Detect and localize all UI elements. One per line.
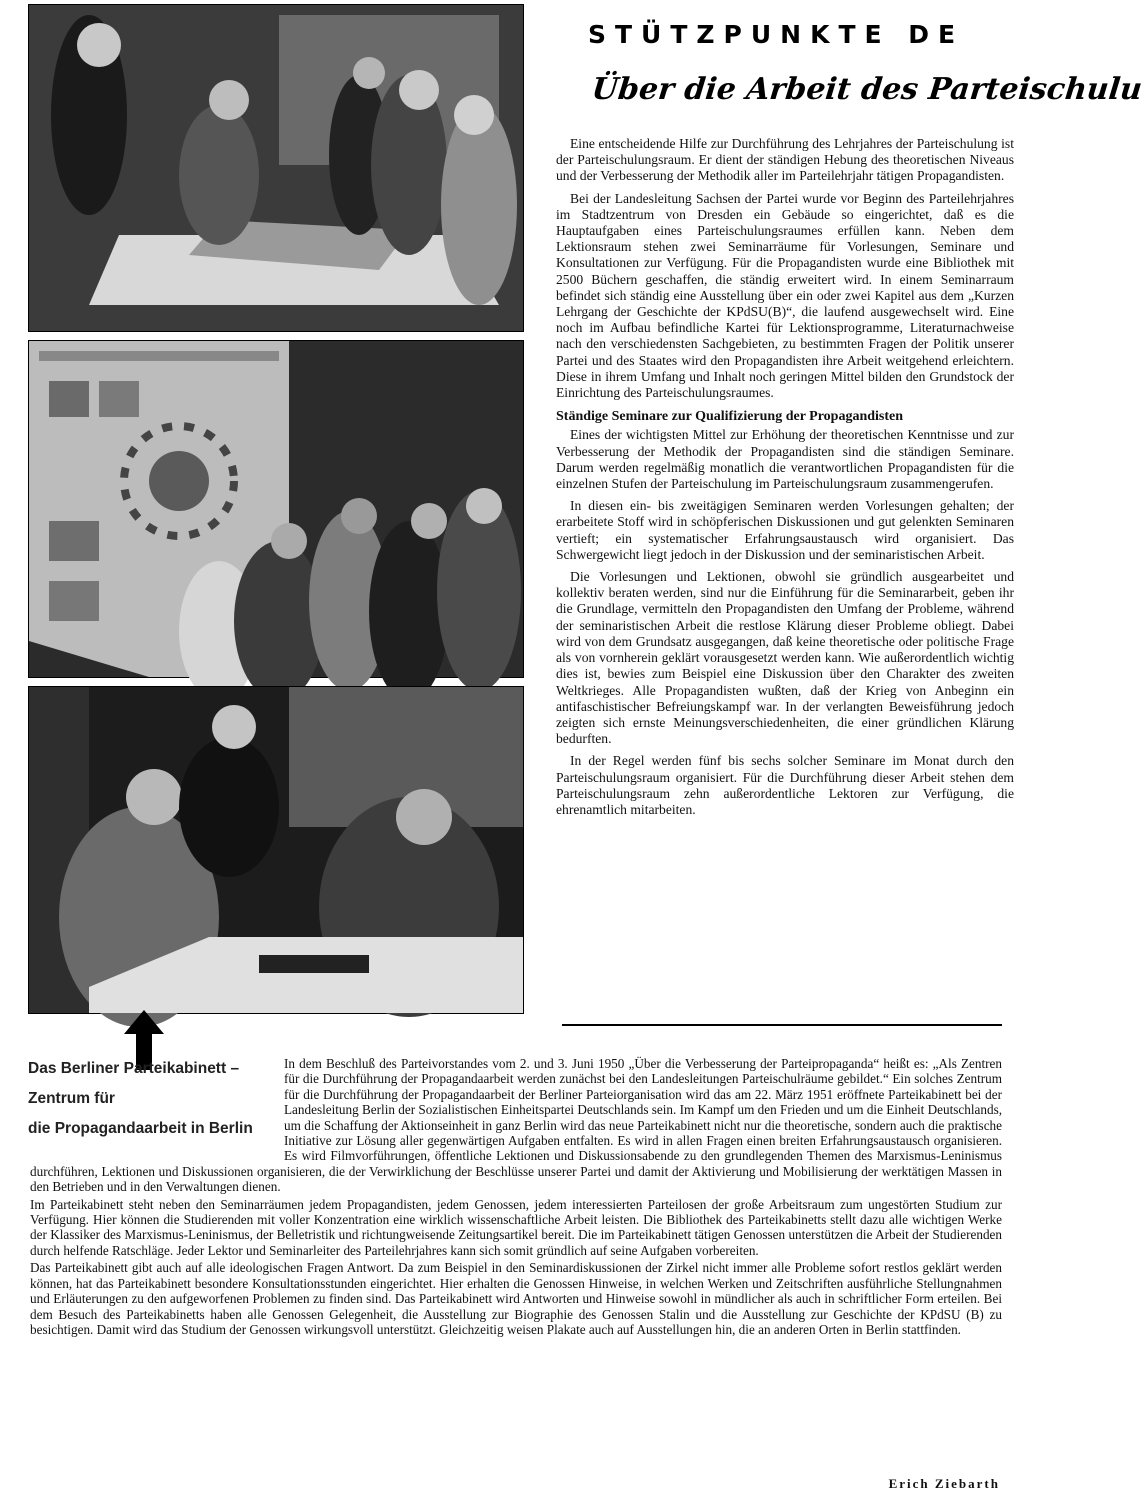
caption-spacer [30,1056,284,1162]
article-paragraph: In diesen ein- bis zweitägigen Seminaren werden Vorlesungen gehalten; der erarbeitete Stoff wird in schöpferischen Diskussionen und gut gelenkten Seminaren vertieft; ein systematischer Erfahrungsaustausch wird organisiert. Das Schwergewicht liegt jedoch in der Diskussion und der seminaristischen Arbeit. [556,498,1014,562]
bottom-paragraph: Im Parteikabinett steht neben den Seminarräumen jedem Propagandisten, jedem Genossen, jedem interessierten Parteilosen der große Arbeitsraum zum ungestörten Studium zur Verfügung. Hier können die Studierenden mit voller Konzentration eine wirklich wissenschaftliche Arbeit leisten. Die Bibliothek des Parteikabinetts stellt dazu alle wichtigen Werke der Klassiker des Marxismus-Leninismus, der Belletristik und richtungweisende Zeitungsartikel bereit. Die im Parteikabinett tätigen Genossen unterstützen die Arbeit der Studierenden durch helfende Ratschläge. Jeder Lektor und Seminarleiter des Parteilehrjahres kann sich somit gründlich auf seine Aufgaben vorbereiten. [30,1196,1002,1258]
divider-rule [562,1024,1002,1026]
photo-desk-signing [28,686,524,1014]
article-paragraph: Bei der Landesleitung Sachsen der Partei wurde vor Beginn des Parteilehrjahres im Stadtzentrum von Dresden ein Gebäude so eingerichtet, daß es die Hauptaufgaben eines Parteischulungsraumes erfüllen kann. Neben dem Lektionsraum stehen zwei Seminarräume für Vorlesungen, Seminare und Konsultationen zur Verfügung. Für die Propagandisten wurde eine Bibliothek mit 2500 Büchern geschaffen, die ständig erweitert wird. In einem Seminarraum befindet sich ständig eine Ausstellung über ein oder zwei Kapitel aus dem „Kurzen Lehrgang der Geschichte der KPdSU(B)“, die laufend ausgewechselt wird. Eine noch im Aufbau befindliche Kartei für Lektionsprogramme, Literaturnachweise nach den verschiedensten Sachgebieten, zu bestimmten Fragen der Politik unserer Partei und des Staates wird den Propagandisten ihre Arbeit weitgehend erleichtern. Diese in ihrem Umfang und Inhalt noch geringen Mittel bilden den Grundstock der Einrichtung des Parteischulungsraumes. [556,190,1014,401]
section-heading: Ständige Seminare zur Qualifizierung der Propagandisten [556,409,904,425]
author-signature: Erich Ziebarth [888,1476,1000,1491]
bottom-paragraph: Das Parteikabinett gibt auch auf alle ideologischen Fragen Antwort. Da zum Beispiel in den Seminardiskussionen der Zirkel nicht immer alle Probleme sofort restlos geklärt werden können, hat das Parteikabinett besondere Konsultationsstunden eingerichtet. Hier erhalten die Genossen Hinweise, in welchen Werken und Zeitschriften ausführliche Stellungnahmen und Erläuterungen zu den aufgeworfenen Problemen zu finden sind. Das Parteikabinett wird Antworten und Hinweise sowohl in mündlicher als auch in schriftlicher Form erteilen. Bei dem Besuch des Parteikabinetts haben alle Genossen Gelegenheit, die Ausstellung zur Biographie des Genossen Stalin und die Ausstellung zur Geschichte der KPdSU (B) zu besichtigen. Damit wird das Studium der Genossen wirkungsvoll unterstützt. Gleichzeitig weisen Plakate auch auf Ausstellungen hin, die an anderen Orten in Berlin stattfinden. [30,1260,1002,1337]
article-paragraph: Die Vorlesungen und Lektionen, obwohl sie gründlich ausgearbeitet und kollektiv beraten werden, sind nur die Einführung für die Seminararbeit, geben ihr die Grundlage, vermitteln den Propagandisten den Umfang der Probleme, während der seminaristischen Arbeit die restlose Klärung dieser Probleme obliegt. Dabei wird von dem Grundsatz ausgegangen, daß keine theoretische oder politische Frage als von vornherein geklärt vorausgesetzt werden kann. Wie außerordentlich wichtig dies ist, bewies zum Beispiel eine Diskussion über den Charakter des zweiten Weltkrieges. Alle Propagandisten wußten, daß der Krieg von Anbeginn ein antifaschistischer Befreiungskampf war. In der verlangten Beweisführung jedoch zeigten sich ernste Meinungsverschiedenheiten, die einer gründlichen Klärung bedurften. [556,569,1014,747]
photo-map-table [28,4,524,332]
bottom-paragraph: In dem Beschluß des Parteivorstandes vom 2. und 3. Juni 1950 „Über die Verbesserung der Parteipropaganda“ heißt es: „Als Zentren für die Durchführung der Propagandaarbeit werden zunächst bei den Landesleitungen Parteischulräume gebildet.“ Ein solches Zentrum für die Durchführung der Propagandaarbeit der Berliner Parteiorganisation wird das am 22. März 1951 eröffnete Parteikabinett bei der Landesleitung Berlin der Sozialistischen Einheitspartei Deutschlands sein. Im Kampf um den Frieden und um die Einheit Deutschlands, um die Schaffung der Aktionseinheit in ganz Berlin wird das neue Parteikabinett nicht nur die theoretische, sondern auch die praktische Initiative zur Lösung aller gegenwärtigen Aufgaben entfalten. Es wird in allen Fragen einen breiten Erfahrungsaustausch organisieren. Es wird Filmvorführungen, öffentliche Lektionen und Diskussionsabende zu den grundlegenden Themen des Marxismus-Leninismus durchführen, Lektionen und Diskussionen organisieren, die der Verwirklichung der Beschlüsse unserer Partei und damit der Aktivierung und Mobilisierung der werktätigen Massen in den Betrieben und in den Verwaltungen dienen. [30,1056,1002,1195]
article-paragraph: Eines der wichtigsten Mittel zur Erhöhung der theoretischen Kenntnisse und zur Verbesserung der Methodik der Propagandisten sind die ständigen Seminare. Darum werden regelmäßig monatlich die verantwortlichen Propagandisten für die einzelnen Stufen der Parteischulung im Parteischulungsraum zusammengerufen. [556,427,1014,492]
subheadline: Über die Arbeit des Parteischulu [590,72,1144,107]
bottom-article [30,1056,1002,1339]
photo-exhibition-wall [28,340,524,678]
caption-line: Das Berliner Parteikabinett – [28,1060,240,1077]
headline: STÜTZPUNKTE DE [588,20,965,49]
article-paragraph: In der Regel werden fünf bis sechs solcher Seminare im Monat durch den Parteischulungsraum organisiert. Für die Durchführung dieser Arbeit stehen dem Parteischulungsraum zehn außerordentliche Lektoren zur Verfügung, die ehrenamtlich mitarbeiten. [556,753,1014,817]
caption-line: Zentrum für [28,1090,115,1107]
article-paragraph: Eine entscheidende Hilfe zur Durchführung des Lehrjahres der Parteischulung ist der Parteischulungsraum. Er dient der ständigen Hebung des theoretischen Niveaus und der Verbesserung der Methodik aller im Parteilehrjahr tätigen Propagandisten. [556,136,1014,184]
article-column [556,136,1014,824]
caption-line: die Propagandaarbeit in Berlin [28,1120,253,1137]
